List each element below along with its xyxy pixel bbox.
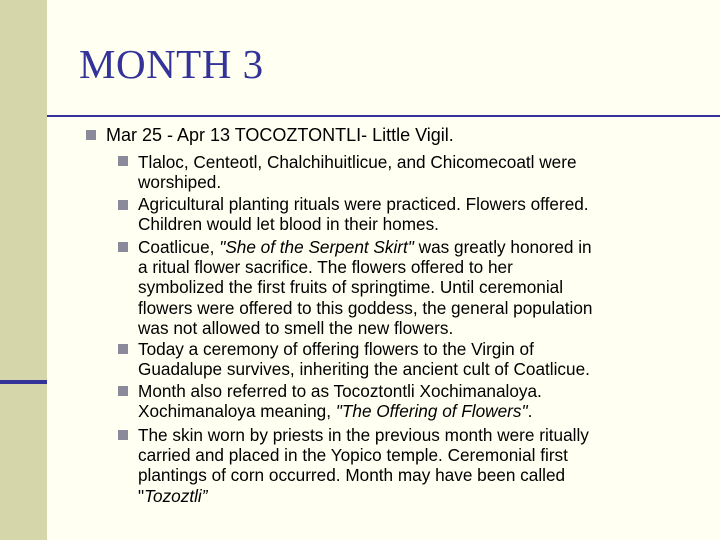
sub-point-line: Month also referred to as Tocoztontli Xochimanaloya.	[138, 381, 542, 401]
sub-point-line: symbolized the first fruits of springtime. Until ceremonial	[138, 277, 564, 298]
slide-title: MONTH 3	[79, 41, 264, 87]
sub-point-6	[138, 425, 589, 506]
sub-point-line	[138, 401, 542, 421]
text-run: Xochimanaloya meaning,	[138, 401, 336, 422]
sub-point-line: flowers were offered to this goddess, the general population	[138, 297, 593, 318]
sub-point-line	[138, 486, 589, 506]
bullet-icon	[86, 130, 96, 140]
italic-quote: "She of the Serpent Skirt"	[219, 237, 414, 257]
sub-point-line: Guadalupe survives, inheriting the ancient cult of Coatlicue.	[138, 359, 590, 380]
sub-point-line: The skin worn by priests in the previous month were ritually	[138, 425, 589, 445]
sub-point-line: worshiped.	[138, 172, 222, 193]
text-run: was greatly honored in	[413, 237, 592, 257]
bullet-icon	[118, 386, 128, 396]
title-divider	[47, 115, 720, 117]
text-run: .	[527, 401, 533, 422]
sub-point-5	[138, 381, 542, 421]
bullet-icon	[118, 156, 128, 166]
italic-quote: "The Offering of Flowers"	[335, 401, 528, 422]
sub-point-4	[138, 339, 590, 379]
text-run: Coatlicue,	[138, 237, 220, 257]
sub-point-line: was not allowed to smell the new flowers.	[138, 317, 454, 338]
sub-point-2	[138, 194, 589, 234]
bullet-icon	[118, 242, 128, 252]
side-band	[0, 0, 47, 540]
bullet-icon	[118, 344, 128, 354]
sub-point-1	[138, 152, 577, 192]
bullet-icon	[118, 430, 128, 440]
sub-point-line: a ritual flower sacrifice. The flowers offered to her	[138, 257, 513, 278]
sub-point-line: plantings of corn occurred. Month may have been called	[138, 465, 566, 486]
main-point: Mar 25 - Apr 13 TOCOZTONTLI- Little Vigil.	[106, 125, 454, 145]
sub-point-line: Tlaloc, Centeotl, Chalchihuitlicue, and Chicomecoatl were	[138, 152, 577, 172]
bullet-icon	[118, 200, 128, 210]
sub-point-line: Today a ceremony of offering flowers to the Virgin of	[138, 339, 534, 359]
sub-point-3	[138, 237, 593, 338]
sub-point-line: Children would let blood in their homes.	[138, 214, 439, 235]
sub-point-line	[138, 237, 593, 257]
sub-point-line: carried and placed in the Yopico temple. Ceremonial first	[138, 445, 568, 466]
italic-quote: Tozoztli”	[144, 485, 208, 506]
sub-point-line: Agricultural planting rituals were practiced. Flowers offered.	[138, 194, 589, 214]
side-accent-rule	[0, 380, 47, 384]
text-run: "	[138, 485, 145, 506]
